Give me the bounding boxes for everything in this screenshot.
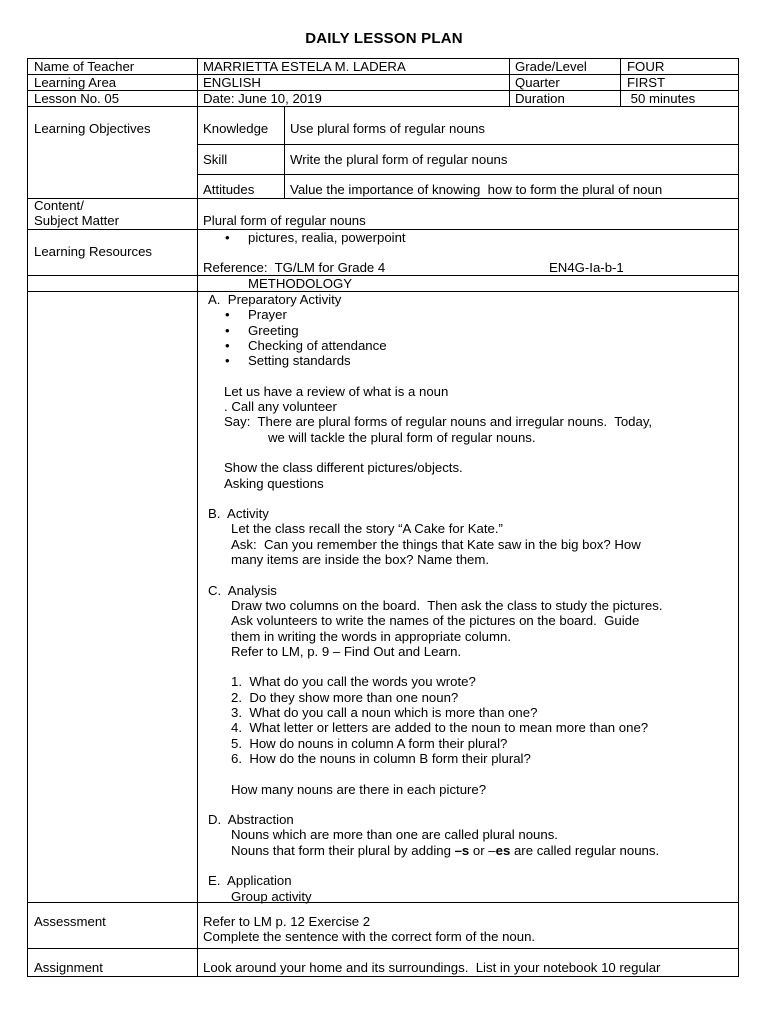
- content-label: Content/: [34, 198, 84, 213]
- methodology-body: [208, 292, 663, 904]
- assessment-label: Assessment: [34, 914, 106, 929]
- section-a-title: A. Preparatory Activity: [208, 292, 342, 307]
- section-b-title: B. Activity: [208, 506, 269, 522]
- date-value: Date: June 10, 2019: [203, 91, 322, 106]
- suffix-s: –s: [454, 842, 470, 858]
- lesson-label: Lesson No. 05: [34, 91, 120, 106]
- grade-value: FOUR: [627, 59, 665, 74]
- list-item: • Checking of attendance: [208, 338, 663, 353]
- show-text: Show the class different pictures/objects.: [224, 460, 463, 476]
- attitudes-label: Attitudes: [203, 182, 255, 197]
- review-text: Let us have a review of what is a noun: [224, 383, 449, 399]
- question-item: 5. How do nouns in column A form their plural?: [231, 735, 508, 751]
- assignment-label: Assignment: [34, 960, 103, 975]
- abstraction-text-part: Nouns that form their plural by adding: [231, 842, 455, 858]
- activity-text: Let the class recall the story “A Cake for Kate.”: [231, 521, 503, 537]
- list-item: • Prayer: [208, 307, 663, 322]
- duration-value: 50 minutes: [627, 91, 696, 106]
- knowledge-value: Use plural forms of regular nouns: [290, 121, 485, 136]
- abstraction-text-part: or –: [469, 842, 496, 858]
- column-divider: [284, 106, 285, 198]
- activity-text: Ask: Can you remember the things that Kate saw in the big box? How: [231, 536, 641, 552]
- analysis-text: them in writing the words in appropriate column.: [231, 628, 512, 644]
- analysis-text: Draw two columns on the board. Then ask the class to study the pictures.: [231, 597, 663, 613]
- question-item: 3. What do you call a noun which is more than one?: [231, 705, 538, 721]
- area-label: Learning Area: [34, 75, 117, 90]
- section-e-title: E. Application: [208, 873, 292, 889]
- attitudes-value: Value the importance of knowing how to form the plural of noun: [290, 182, 663, 197]
- question-item: 2. Do they show more than one noun?: [231, 689, 459, 705]
- skill-value: Write the plural form of regular nouns: [290, 152, 508, 167]
- assignment-value: Look around your home and its surroundings. List in your notebook 10 regular: [203, 960, 661, 975]
- resources-code: EN4G-Ia-b-1: [549, 260, 624, 275]
- resources-label: Learning Resources: [34, 244, 153, 259]
- column-divider: [620, 58, 621, 106]
- row-divider: [197, 144, 739, 145]
- quarter-value: FIRST: [627, 75, 666, 90]
- teacher-value: MARRIETTA ESTELA M. LADERA: [203, 59, 406, 74]
- question-item: 6. How do the nouns in column B form their plural?: [231, 750, 531, 766]
- assessment-line: Refer to LM p. 12 Exercise 2: [203, 914, 371, 929]
- column-divider: [197, 58, 198, 977]
- abstraction-text-part: are called regular nouns.: [510, 842, 660, 858]
- grade-label: Grade/Level: [515, 59, 587, 74]
- analysis-text: Ask volunteers to write the names of the pictures on the board. Guide: [231, 613, 640, 629]
- question-item: 1. What do you call the words you wrote?: [231, 674, 476, 690]
- application-text: Group activity: [231, 888, 312, 904]
- row-divider: [197, 174, 739, 175]
- resources-reference: Reference: TG/LM for Grade 4: [203, 260, 386, 275]
- document-title: DAILY LESSON PLAN: [305, 30, 463, 47]
- analysis-final: How many nouns are there in each picture?: [231, 781, 487, 797]
- list-item: • Setting standards: [208, 353, 663, 368]
- activity-text: many items are inside the box? Name them.: [231, 552, 490, 568]
- analysis-text: Refer to LM, p. 9 – Find Out and Learn.: [231, 643, 462, 659]
- say-text: Say: There are plural forms of regular nouns and irregular nouns. Today,: [224, 414, 653, 430]
- objectives-label: Learning Objectives: [34, 121, 151, 136]
- row-divider: [27, 198, 739, 199]
- skill-label: Skill: [203, 152, 228, 167]
- resources-bullet: • pictures, realia, powerpoint: [248, 230, 768, 246]
- column-divider: [509, 58, 510, 106]
- ask-text: Asking questions: [224, 475, 324, 491]
- area-value: ENGLISH: [203, 75, 261, 90]
- content-label: Subject Matter: [34, 213, 120, 228]
- section-d-title: D. Abstraction: [208, 812, 294, 828]
- section-c-title: C. Analysis: [208, 582, 277, 598]
- abstraction-text: Nouns which are more than one are called plural nouns.: [231, 827, 558, 843]
- content-value: Plural form of regular nouns: [203, 213, 366, 228]
- quarter-label: Quarter: [515, 75, 560, 90]
- suffix-es: es: [495, 842, 511, 858]
- duration-label: Duration: [515, 91, 565, 106]
- row-divider: [27, 948, 739, 949]
- say-text: we will tackle the plural form of regular nouns.: [268, 429, 536, 445]
- abstraction-text: [208, 843, 663, 858]
- methodology-heading: METHODOLOGY: [248, 276, 353, 291]
- assessment-line: Complete the sentence with the correct form of the noun.: [203, 929, 536, 944]
- volunteer-text: . Call any volunteer: [224, 399, 337, 415]
- question-item: 4. What letter or letters are added to the noun to mean more than one?: [231, 720, 649, 736]
- teacher-label: Name of Teacher: [34, 59, 135, 74]
- knowledge-label: Knowledge: [203, 121, 269, 136]
- list-item: • Greeting: [208, 323, 663, 338]
